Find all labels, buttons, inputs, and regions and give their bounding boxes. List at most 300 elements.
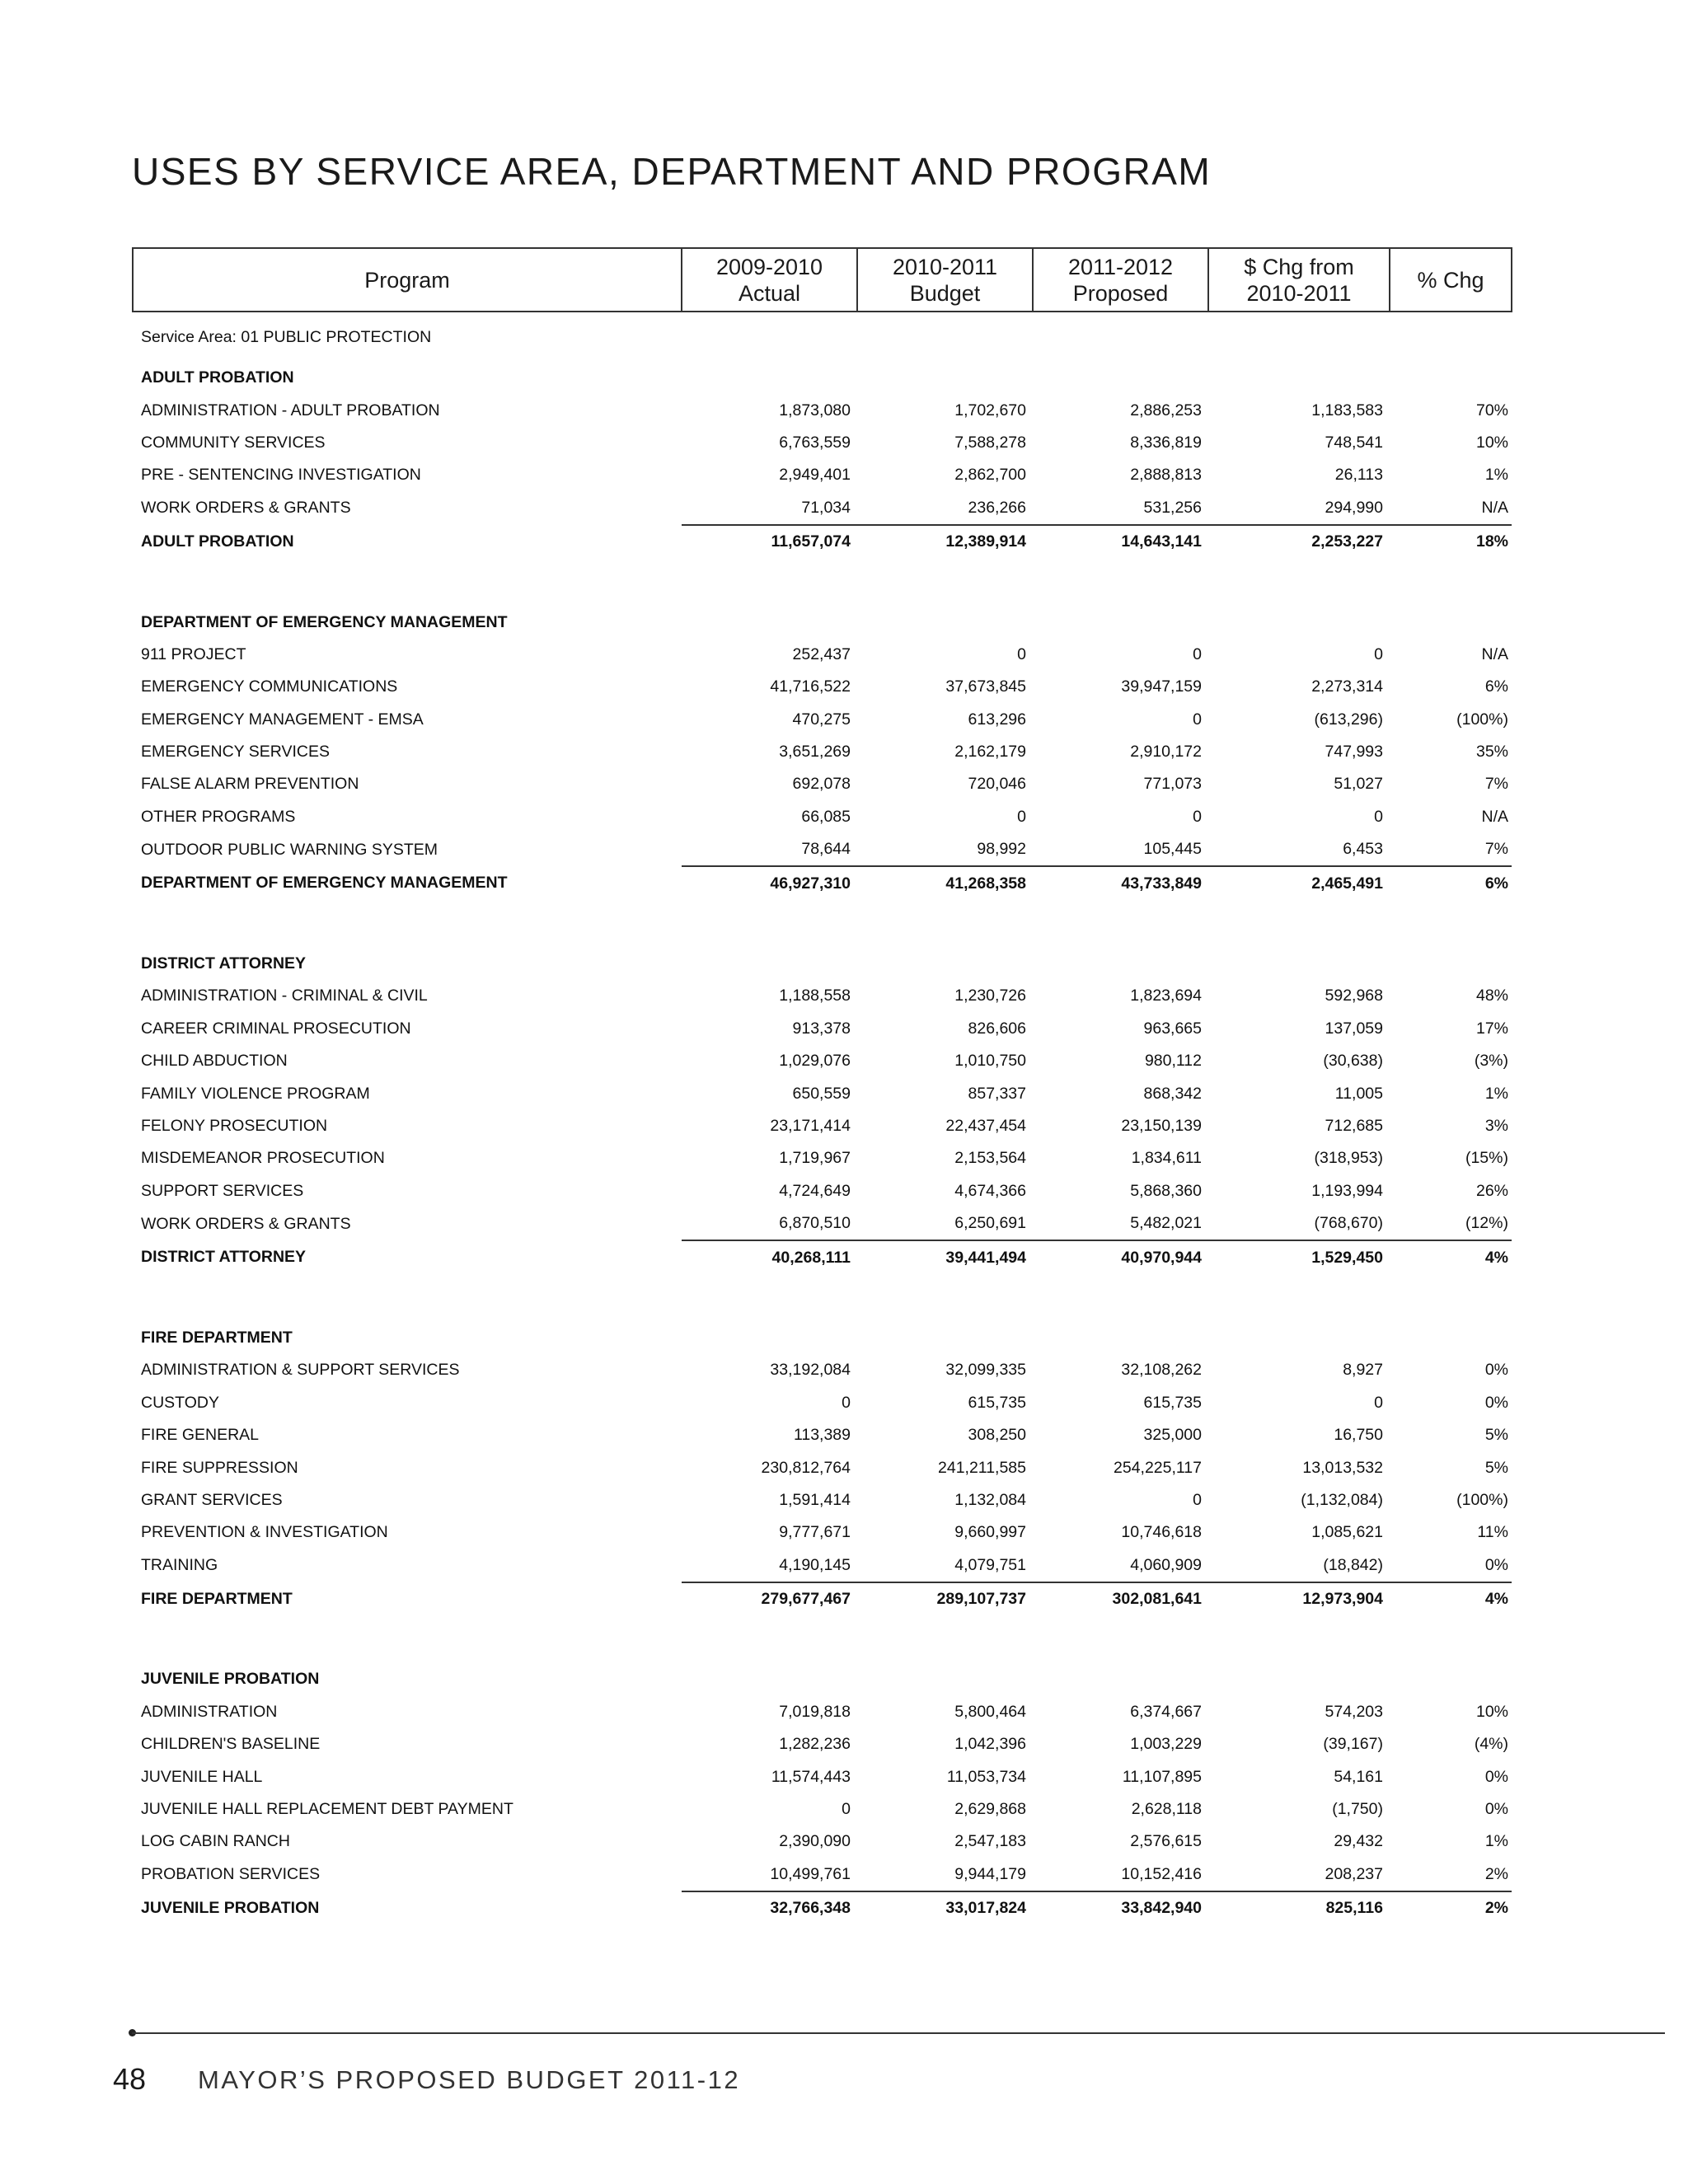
cell-chg: 137,059 [1325,1019,1383,1038]
cell-proposed: 2,576,615 [1130,1832,1202,1851]
cell-proposed: 868,342 [1143,1084,1202,1103]
program-name: DEPARTMENT OF EMERGENCY MANAGEMENT [141,874,508,893]
program-name: JUVENILE PROBATION [141,1898,320,1917]
table-row [133,394,1512,426]
program-name: EMERGENCY MANAGEMENT - EMSA [141,710,424,729]
cell-proposed: 43,733,849 [1033,866,1208,899]
cell-pct: 35% [1475,743,1508,762]
cell-budget: 308,250 [968,1426,1026,1445]
cell-chg: 1,193,994 [1311,1181,1383,1200]
department-heading-row [133,948,1512,980]
header-program: Program [133,248,682,312]
cell-chg: (1,750) [1332,1800,1383,1819]
table-row [133,1175,1512,1207]
table-row [133,1696,1512,1728]
cell-proposed: 963,665 [1143,1019,1202,1038]
spacer-row [133,558,1512,606]
cell-budget: 9,944,179 [954,1864,1026,1883]
cell-chg: 51,027 [1334,775,1383,794]
table-row [133,1142,1512,1174]
cell-proposed: 2,886,253 [1130,401,1202,419]
cell-actual: 279,677,467 [682,1582,857,1615]
program-name: PROBATION SERVICES [141,1865,321,1884]
program-name: FALSE ALARM PREVENTION [141,775,359,794]
program-name: WORK ORDERS & GRANTS [141,1214,351,1233]
cell-proposed: 254,225,117 [1114,1458,1202,1477]
table-row [133,492,1512,525]
cell-proposed: 1,834,611 [1131,1149,1202,1168]
cell-proposed: 2,628,118 [1131,1800,1202,1819]
table-row [133,671,1512,703]
cell-proposed: 5,868,360 [1130,1181,1202,1200]
cell-pct: N/A [1481,644,1508,663]
table-row [133,1110,1512,1142]
cell-proposed: 6,374,667 [1130,1702,1202,1721]
cell-budget: 615,735 [968,1393,1026,1412]
cell-pct: (12%) [1465,1214,1508,1233]
cell-proposed: 1,823,694 [1130,987,1202,1005]
cell-actual: 913,378 [792,1019,851,1038]
cell-budget: 9,660,997 [954,1523,1026,1542]
header-dollar-change [1208,248,1390,312]
program-name: MISDEMEANOR PROSECUTION [141,1149,385,1168]
cell-proposed: 40,970,944 [1033,1240,1208,1273]
department-total-row [133,1891,1512,1924]
cell-proposed: 105,445 [1143,840,1202,859]
cell-pct: (100%) [1456,1490,1508,1509]
table-row [133,980,1512,1012]
program-name: EMERGENCY COMMUNICATIONS [141,677,398,696]
spacer-row [133,900,1512,948]
cell-budget: 857,337 [968,1084,1026,1103]
cell-actual: 1,029,076 [779,1052,851,1071]
cell-pct: 7% [1484,775,1508,794]
cell-budget: 6,250,691 [954,1214,1026,1233]
cell-pct: 0% [1484,1555,1508,1574]
cell-actual: 1,282,236 [779,1735,851,1754]
program-name: WORK ORDERS & GRANTS [141,499,351,518]
program-name: ADMINISTRATION - CRIMINAL & CIVIL [141,987,428,1005]
program-name: GRANT SERVICES [141,1490,283,1509]
table-row [133,1549,1512,1582]
cell-proposed: 4,060,909 [1130,1555,1202,1574]
table-row [133,736,1512,768]
cell-actual: 10,499,761 [770,1864,851,1883]
cell-chg: 747,993 [1325,743,1383,762]
spacer-cell [133,558,1512,606]
cell-budget: 5,800,464 [954,1702,1026,1721]
cell-proposed: 2,888,813 [1130,466,1202,485]
cell-pct: 0% [1484,1393,1508,1412]
department-heading: DEPARTMENT OF EMERGENCY MANAGEMENT [141,612,508,631]
program-name: LOG CABIN RANCH [141,1832,290,1851]
footer-rule [132,2032,1665,2034]
cell-budget: 4,079,751 [954,1555,1026,1574]
program-name: JUVENILE HALL REPLACEMENT DEBT PAYMENT [141,1800,513,1819]
program-name: CUSTODY [141,1393,219,1412]
cell-pct: 3% [1484,1117,1508,1135]
cell-pct: (4%) [1474,1735,1508,1754]
program-name: FIRE SUPPRESSION [141,1458,298,1477]
cell-pct: 5% [1484,1426,1508,1445]
cell-proposed: 771,073 [1143,775,1202,794]
cell-proposed: 11,107,895 [1122,1767,1202,1786]
cell-chg: 825,116 [1208,1891,1390,1924]
cell-proposed: 32,108,262 [1121,1361,1202,1380]
program-name: FAMILY VIOLENCE PROGRAM [141,1084,370,1103]
cell-actual: 1,591,414 [779,1490,851,1509]
cell-actual: 0 [842,1393,851,1412]
cell-actual: 3,651,269 [779,743,851,762]
cell-budget: 32,099,335 [945,1361,1026,1380]
header-percent-change: % Chg [1390,248,1512,312]
cell-chg: (613,296) [1314,710,1383,729]
department-heading-row [133,1322,1512,1354]
cell-budget: 4,674,366 [954,1181,1026,1200]
program-name: ADMINISTRATION & SUPPORT SERVICES [141,1361,460,1380]
program-name: TRAINING [141,1556,218,1575]
cell-budget: 613,296 [968,710,1026,729]
cell-chg: 592,968 [1325,987,1383,1005]
cell-budget: 826,606 [968,1019,1026,1038]
program-name: ADMINISTRATION [141,1702,278,1721]
cell-chg: 29,432 [1334,1832,1383,1851]
cell-proposed: 5,482,021 [1130,1214,1202,1233]
cell-actual: 4,724,649 [779,1181,851,1200]
cell-budget: 12,389,914 [857,525,1033,558]
cell-chg: 26,113 [1334,466,1383,485]
department-total-row [133,525,1512,558]
department-total-row [133,1582,1512,1615]
department-heading: ADULT PROBATION [141,368,294,387]
cell-budget: 289,107,737 [857,1582,1033,1615]
cell-actual: 11,574,443 [771,1767,851,1786]
header-actual-2009-2010 [682,248,857,312]
cell-budget: 241,211,585 [938,1458,1026,1477]
page-title: USES BY SERVICE AREA, DEPARTMENT AND PROGRAM [132,149,1212,193]
cell-actual: 23,171,414 [770,1117,851,1135]
cell-pct: 2% [1390,1891,1512,1924]
cell-chg: 294,990 [1325,498,1383,517]
cell-proposed: 23,150,139 [1121,1117,1202,1135]
cell-actual: 32,766,348 [682,1891,857,1924]
cell-chg: 1,085,621 [1311,1523,1383,1542]
program-name: CHILDREN'S BASELINE [141,1735,321,1754]
cell-chg: 6,453 [1343,840,1383,859]
cell-proposed: 302,081,641 [1033,1582,1208,1615]
footer-text: MAYOR’S PROPOSED BUDGET 2011-12 [198,2065,741,2094]
cell-proposed: 325,000 [1143,1426,1202,1445]
cell-pct: N/A [1481,498,1508,517]
cell-actual: 40,268,111 [682,1240,857,1273]
cell-pct: 70% [1475,401,1508,419]
cell-proposed: 1,003,229 [1130,1735,1202,1754]
cell-pct: 0% [1484,1361,1508,1380]
table-row [133,1728,1512,1760]
cell-pct: 48% [1475,987,1508,1005]
program-name: ADMINISTRATION - ADULT PROBATION [141,401,440,419]
header-proposed-2011-2012 [1033,248,1208,312]
cell-pct: 4% [1390,1582,1512,1615]
cell-actual: 2,390,090 [779,1832,851,1851]
cell-pct: 6% [1390,866,1512,899]
cell-actual: 230,812,764 [761,1458,851,1477]
cell-pct: 0% [1484,1767,1508,1786]
cell-chg: 0 [1374,644,1383,663]
table-row [133,801,1512,833]
table-body [133,312,1512,1924]
cell-budget: 0 [1017,807,1026,826]
cell-pct: 7% [1484,840,1508,859]
cell-pct: 5% [1484,1458,1508,1477]
table-row [133,1793,1512,1825]
cell-proposed: 2,910,172 [1130,743,1202,762]
program-name: FIRE GENERAL [141,1426,260,1445]
spacer-row [133,1274,1512,1322]
department-heading: JUVENILE PROBATION [141,1670,320,1689]
cell-budget: 22,437,454 [945,1117,1026,1135]
cell-pct: 11% [1477,1523,1508,1542]
cell-actual: 71,034 [801,498,851,517]
table-row [133,1013,1512,1045]
program-name: FELONY PROSECUTION [141,1117,328,1135]
cell-budget: 39,441,494 [857,1240,1033,1273]
cell-chg: 16,750 [1334,1426,1383,1445]
cell-actual: 1,873,080 [779,401,851,419]
table-row [133,1760,1512,1793]
table-row [133,1387,1512,1419]
cell-chg: 11,005 [1334,1084,1383,1103]
budget-table [132,247,1512,1924]
header-proposed-label: Proposed [1072,280,1169,306]
cell-budget: 1,132,084 [954,1490,1026,1509]
cell-chg: 208,237 [1325,1864,1383,1883]
cell-proposed: 10,152,416 [1121,1864,1202,1883]
cell-actual: 11,657,074 [682,525,857,558]
cell-chg: (1,132,084) [1301,1490,1383,1509]
table-row [133,639,1512,671]
cell-actual: 7,019,818 [779,1702,851,1721]
cell-actual: 9,777,671 [779,1523,851,1542]
cell-chg: 2,253,227 [1208,525,1390,558]
program-name: EMERGENCY SERVICES [141,743,331,762]
cell-budget: 2,153,564 [954,1149,1026,1168]
cell-pct: 1% [1484,1832,1508,1851]
table-row [133,1858,1512,1891]
cell-budget: 11,053,734 [946,1767,1026,1786]
cell-chg: (39,167) [1323,1735,1383,1754]
program-name: 911 PROJECT [141,644,246,663]
cell-budget: 720,046 [968,775,1026,794]
cell-budget: 1,010,750 [954,1052,1026,1071]
cell-chg: 2,465,491 [1208,866,1390,899]
cell-budget: 41,268,358 [857,866,1033,899]
table-row [133,704,1512,736]
cell-pct: 1% [1484,466,1508,485]
cell-budget: 0 [1017,644,1026,663]
cell-chg: 574,203 [1325,1702,1383,1721]
department-heading-row [133,606,1512,638]
header-proposed-year: 2011-2012 [1067,254,1174,279]
program-name: COMMUNITY SERVICES [141,433,326,452]
cell-actual: 41,716,522 [770,677,851,696]
cell-actual: 46,927,310 [682,866,857,899]
table-row [133,1484,1512,1516]
header-dollar-change-line1: $ Chg from [1244,254,1354,279]
cell-chg: 712,685 [1325,1117,1383,1135]
cell-actual: 0 [842,1800,851,1819]
cell-actual: 650,559 [792,1084,851,1103]
cell-budget: 1,702,670 [954,401,1026,419]
cell-pct: 26% [1475,1181,1508,1200]
cell-proposed: 980,112 [1144,1052,1202,1071]
cell-proposed: 0 [1193,710,1202,729]
spacer-cell [133,900,1512,948]
cell-pct: (100%) [1456,710,1508,729]
cell-actual: 113,389 [793,1426,851,1445]
header-actual-label: Actual [738,280,801,306]
cell-pct: (3%) [1474,1052,1508,1071]
service-area-label: Service Area: 01 PUBLIC PROTECTION [141,327,432,346]
cell-pct: 18% [1390,525,1512,558]
cell-pct: 0% [1484,1800,1508,1819]
cell-budget: 37,673,845 [945,677,1026,696]
header-budget-label: Budget [909,280,981,306]
cell-proposed: 615,735 [1143,1393,1202,1412]
cell-actual: 6,870,510 [779,1214,851,1233]
department-heading: FIRE DEPARTMENT [141,1328,293,1347]
header-budget-year: 2010-2011 [892,254,998,279]
program-name: CAREER CRIMINAL PROSECUTION [141,1019,411,1038]
cell-chg: 0 [1374,807,1383,826]
cell-budget: 2,862,700 [954,466,1026,485]
cell-budget: 2,162,179 [954,743,1026,762]
cell-proposed: 531,256 [1143,498,1202,517]
program-name: JUVENILE HALL [141,1767,263,1786]
cell-pct: 2% [1484,1864,1508,1883]
cell-budget: 1,230,726 [954,987,1026,1005]
cell-proposed: 0 [1193,644,1202,663]
cell-proposed: 14,643,141 [1033,525,1208,558]
cell-proposed: 10,746,618 [1121,1523,1202,1542]
spacer-cell [133,1274,1512,1322]
cell-actual: 78,644 [801,840,851,859]
table-row [133,427,1512,459]
cell-actual: 252,437 [792,644,851,663]
cell-actual: 33,192,084 [770,1361,851,1380]
cell-pct: (15%) [1465,1149,1508,1168]
cell-chg: 1,183,583 [1311,401,1383,419]
program-name: OTHER PROGRAMS [141,807,296,826]
cell-pct: 10% [1475,1702,1508,1721]
cell-pct: 10% [1475,433,1508,452]
department-heading-row [133,362,1512,394]
table-row [133,833,1512,866]
table-row [133,1419,1512,1451]
spacer-row [133,1615,1512,1663]
service-area-row [133,312,1512,362]
cell-chg: (30,638) [1323,1052,1383,1071]
table-row [133,459,1512,491]
cell-proposed: 8,336,819 [1130,433,1202,452]
table-row [133,1045,1512,1077]
cell-pct: 6% [1484,677,1508,696]
program-name: ADULT PROBATION [141,532,294,551]
department-heading-row [133,1663,1512,1695]
cell-budget: 7,588,278 [954,433,1026,452]
cell-chg: 1,529,450 [1208,1240,1390,1273]
cell-actual: 2,949,401 [779,466,851,485]
spacer-cell [133,1615,1512,1663]
program-name: SUPPORT SERVICES [141,1181,304,1200]
table-row [133,1451,1512,1483]
cell-budget: 236,266 [968,498,1026,517]
cell-actual: 470,275 [792,710,851,729]
table-row [133,1516,1512,1549]
cell-budget: 1,042,396 [954,1735,1026,1754]
program-name: PREVENTION & INVESTIGATION [141,1523,388,1542]
table-row [133,1825,1512,1858]
cell-actual: 6,763,559 [779,433,851,452]
table-row [133,768,1512,800]
cell-actual: 692,078 [792,775,851,794]
department-total-row [133,866,1512,899]
program-name: PRE - SENTENCING INVESTIGATION [141,466,421,485]
cell-budget: 2,629,868 [954,1800,1026,1819]
cell-pct: 1% [1484,1084,1508,1103]
table-row [133,1077,1512,1109]
cell-actual: 4,190,145 [779,1555,851,1574]
cell-chg: 54,161 [1334,1767,1383,1786]
cell-actual: 66,085 [801,807,851,826]
page-number: 48 [113,2062,147,2096]
cell-chg: 2,273,314 [1311,677,1383,696]
cell-budget: 33,017,824 [857,1891,1033,1924]
cell-chg: 12,973,904 [1208,1582,1390,1615]
cell-actual: 1,188,558 [779,987,851,1005]
cell-pct: N/A [1481,807,1508,826]
cell-pct: 17% [1475,1019,1508,1038]
cell-chg: 8,927 [1343,1361,1383,1380]
cell-proposed: 0 [1193,1490,1202,1509]
cell-actual: 1,719,967 [779,1149,851,1168]
table-header-row [133,248,1512,312]
table-row [133,1207,1512,1240]
cell-proposed: 39,947,159 [1121,677,1202,696]
program-name: CHILD ABDUCTION [141,1052,288,1071]
cell-budget: 2,547,183 [954,1832,1026,1851]
cell-proposed: 0 [1193,807,1202,826]
cell-chg: 13,013,532 [1302,1458,1383,1477]
program-name: DISTRICT ATTORNEY [141,1248,307,1267]
cell-pct: 4% [1390,1240,1512,1273]
header-dollar-change-line2: 2010-2011 [1246,280,1352,306]
cell-chg: 0 [1374,1393,1383,1412]
header-budget-2010-2011 [857,248,1033,312]
program-name: OUTDOOR PUBLIC WARNING SYSTEM [141,840,438,859]
cell-chg: (768,670) [1314,1214,1383,1233]
cell-chg: (18,842) [1323,1555,1383,1574]
cell-proposed: 33,842,940 [1033,1891,1208,1924]
header-actual-year: 2009-2010 [715,254,823,279]
program-name: FIRE DEPARTMENT [141,1589,293,1608]
department-heading: DISTRICT ATTORNEY [141,954,307,973]
table-row [133,1354,1512,1386]
department-total-row [133,1240,1512,1273]
cell-chg: 748,541 [1325,433,1383,452]
cell-chg: (318,953) [1314,1149,1383,1168]
cell-budget: 98,992 [977,840,1026,859]
